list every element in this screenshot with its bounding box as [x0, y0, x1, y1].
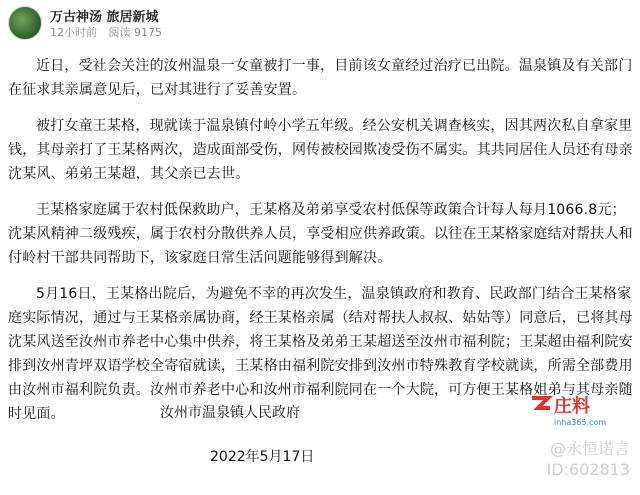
post-header — [0, 0, 640, 44]
avatar[interactable] — [8, 6, 42, 40]
paragraph-1: 近日，受社会关注的汝州温泉一女童被打一事，目前该女童经过治疗已出院。温泉镇及有关部门在征求其亲属意见后，已对其进行了妥善安置。 — [8, 58, 633, 98]
paragraph-3: 王某格家庭属于农村低保救助户，王某格及弟弟享受农村低保等政策合计每人每月1066.8元；沈某风精神二级残疾，属于农村分散供养人员，享受相应供养政策。以往在王某格家庭结对帮扶人和付岭村干部共同帮助下，该家庭日常生活问题能够得到解决。 — [8, 202, 633, 266]
logo-z-icon — [532, 398, 550, 408]
post-meta — [50, 24, 170, 40]
read-count: 阅读 9175 — [108, 26, 162, 39]
logo-text: 庄料 — [554, 396, 590, 417]
watermark-logo — [528, 392, 616, 428]
watermark-handle: @永恒诺言 — [549, 439, 630, 458]
post-time: 12小时前 — [50, 26, 97, 39]
paragraph-4: 5月16日，王某格出院后，为避免不幸的再次发生，温泉镇政府和教育、民政部门结合王某格家庭实际情况，通过与王某格亲属协商，经王某格亲属（结对帮扶人叔叔、姑姑等）同意后，已将其母沈某风送至汝州市养老中心集中供养，将王某格及弟弟王某超送至汝州市福利院；王某超由福利院安排到汝州青坪双语学校全寄宿就读，王某格由福利院安排到汝州市特殊教育学校就读，所需全部费用由汝州市福利院负责。汝州市养老中心和汝州市福利院同在一个大院，可方便王某格姐弟与其母亲随时见面。 — [8, 286, 633, 422]
article-body — [8, 54, 634, 438]
signature-date: 2022年5月17日 — [210, 449, 315, 465]
signature: 汝州市温泉镇人民政府 — [160, 405, 300, 421]
author-name[interactable]: 万古神汤 旅居新城 — [50, 10, 159, 25]
paragraph-2: 被打女童王某格，现就读于温泉镇付岭小学五年级。经公安机关调查核实，因其两次私自拿家里钱，其母亲打了王某格两次，造成面部受伤，网传被校园欺凌受伤不属实。其共同居住人员还有母亲沈某风、弟弟王某超，其父亲已去世。 — [8, 118, 633, 182]
logo-url: inha365.com — [554, 418, 607, 427]
watermark-id: ID:602813 — [546, 460, 630, 479]
